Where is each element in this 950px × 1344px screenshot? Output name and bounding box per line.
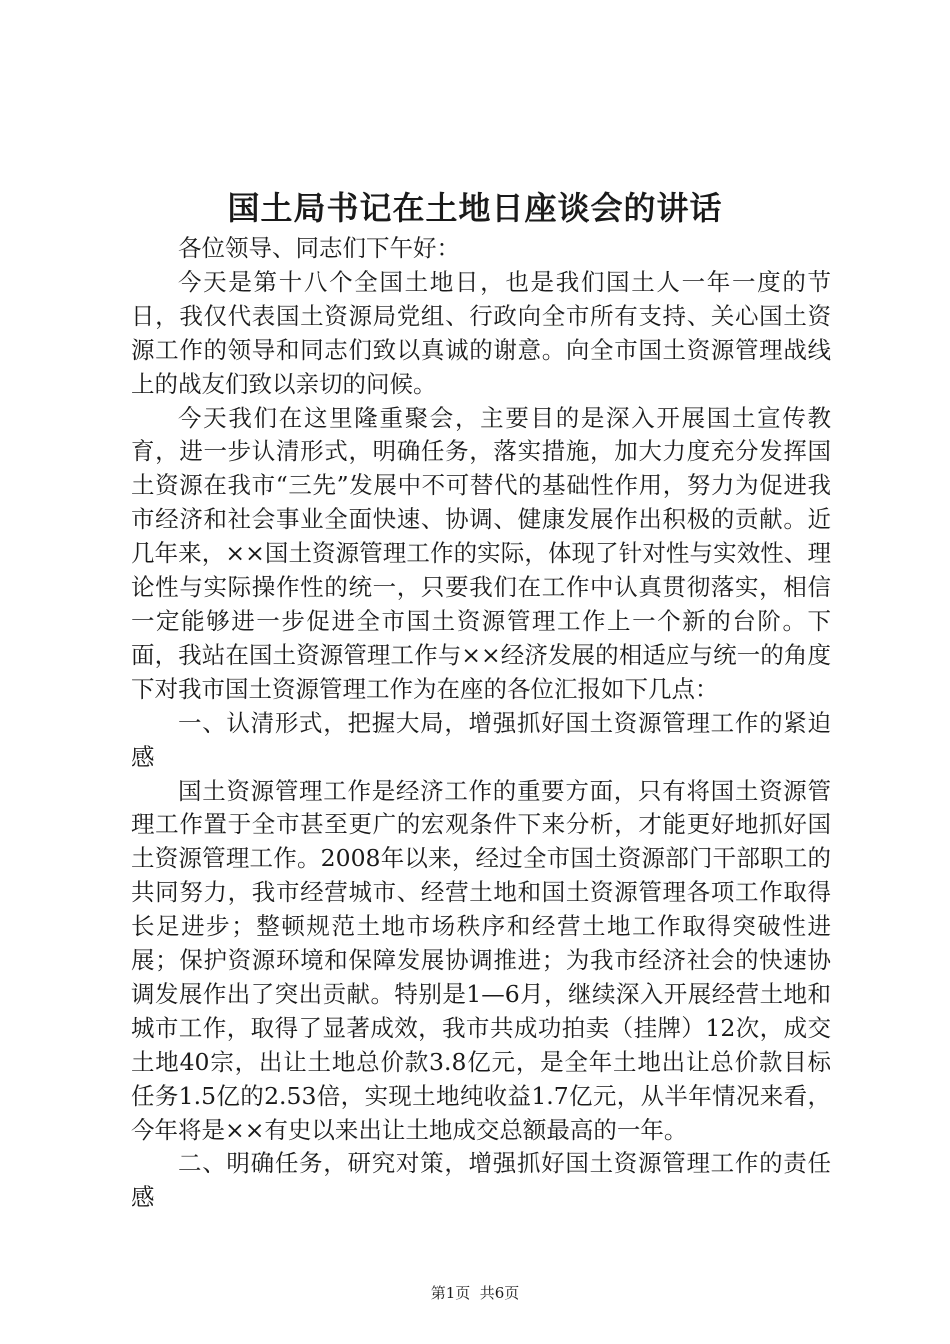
page-number: 第1页 共6页 [430,1284,520,1302]
body-paragraph: 今天是第十八个全国土地日，也是我们国土人一年一度的节日，我仅代表国土资源局党组、行政向全市所有支持、关心国土资源工作的领导和同志们致以真诚的谢意。向全市国土资源管理战线上的战友们致以亲切的问候。 [131,267,831,398]
body-paragraph: 今天我们在这里隆重聚会，主要目的是深入开展国土宣传教育，进一步认清形式，明确任务，落实措施，加大力度充分发挥国土资源在我市“三先”发展中不可替代的基础性作用，努力为促进我市经济和社会事业全面快速、协调、健康发展作出积极的贡献。近几年来，××国土资源管理工作的实际，体现了针对性与实效性、理论性与实际操作性的统一，只要我们在工作中认真贯彻落实，相信一定能够进一步促进全市国土资源管理工作上一个新的台阶。下面，我站在国土资源管理工作与××经济发展的相适应与统一的角度下对我市国土资源管理工作为在座的各位汇报如下几点： [131,403,831,703]
section-heading: 二、明确任务，研究对策，增强抓好国土资源管理工作的责任感 [131,1149,831,1212]
body-paragraph: 国土资源管理工作是经济工作的重要方面，只有将国土资源管理工作置于全市甚至更广的宏观条件下来分析，才能更好地抓好国土资源管理工作。2008年以来，经过全市国土资源部门干部职工的共同努力，我市经营城市、经营土地和国土资源管理各项工作取得长足进步；整顿规范土地市场秩序和经营土地工作取得突破性进展；保护资源环境和保障发展协调推进；为我市经济社会的快速协调发展作出了突出贡献。特别是1—6月，继续深入开展经营土地和城市工作，取得了显著成效，我市共成功拍卖（挂牌）12次，成交土地40宗，出让土地总价款3.8亿元，是全年土地出让总价款目标任务1.5亿的2.53倍，实现土地纯收益1.7亿元，从半年情况来看，今年将是××有史以来出让土地成交总额最高的一年。 [131,776,831,1144]
document-body [131,232,831,1215]
salutation-paragraph: 各位领导、同志们下午好： [178,234,460,262]
section-heading: 一、认清形式，把握大局，增强抓好国土资源管理工作的紧迫感 [131,708,831,771]
page-footer [0,1283,950,1303]
document-title: 国土局书记在土地日座谈会的讲话 [227,189,723,227]
